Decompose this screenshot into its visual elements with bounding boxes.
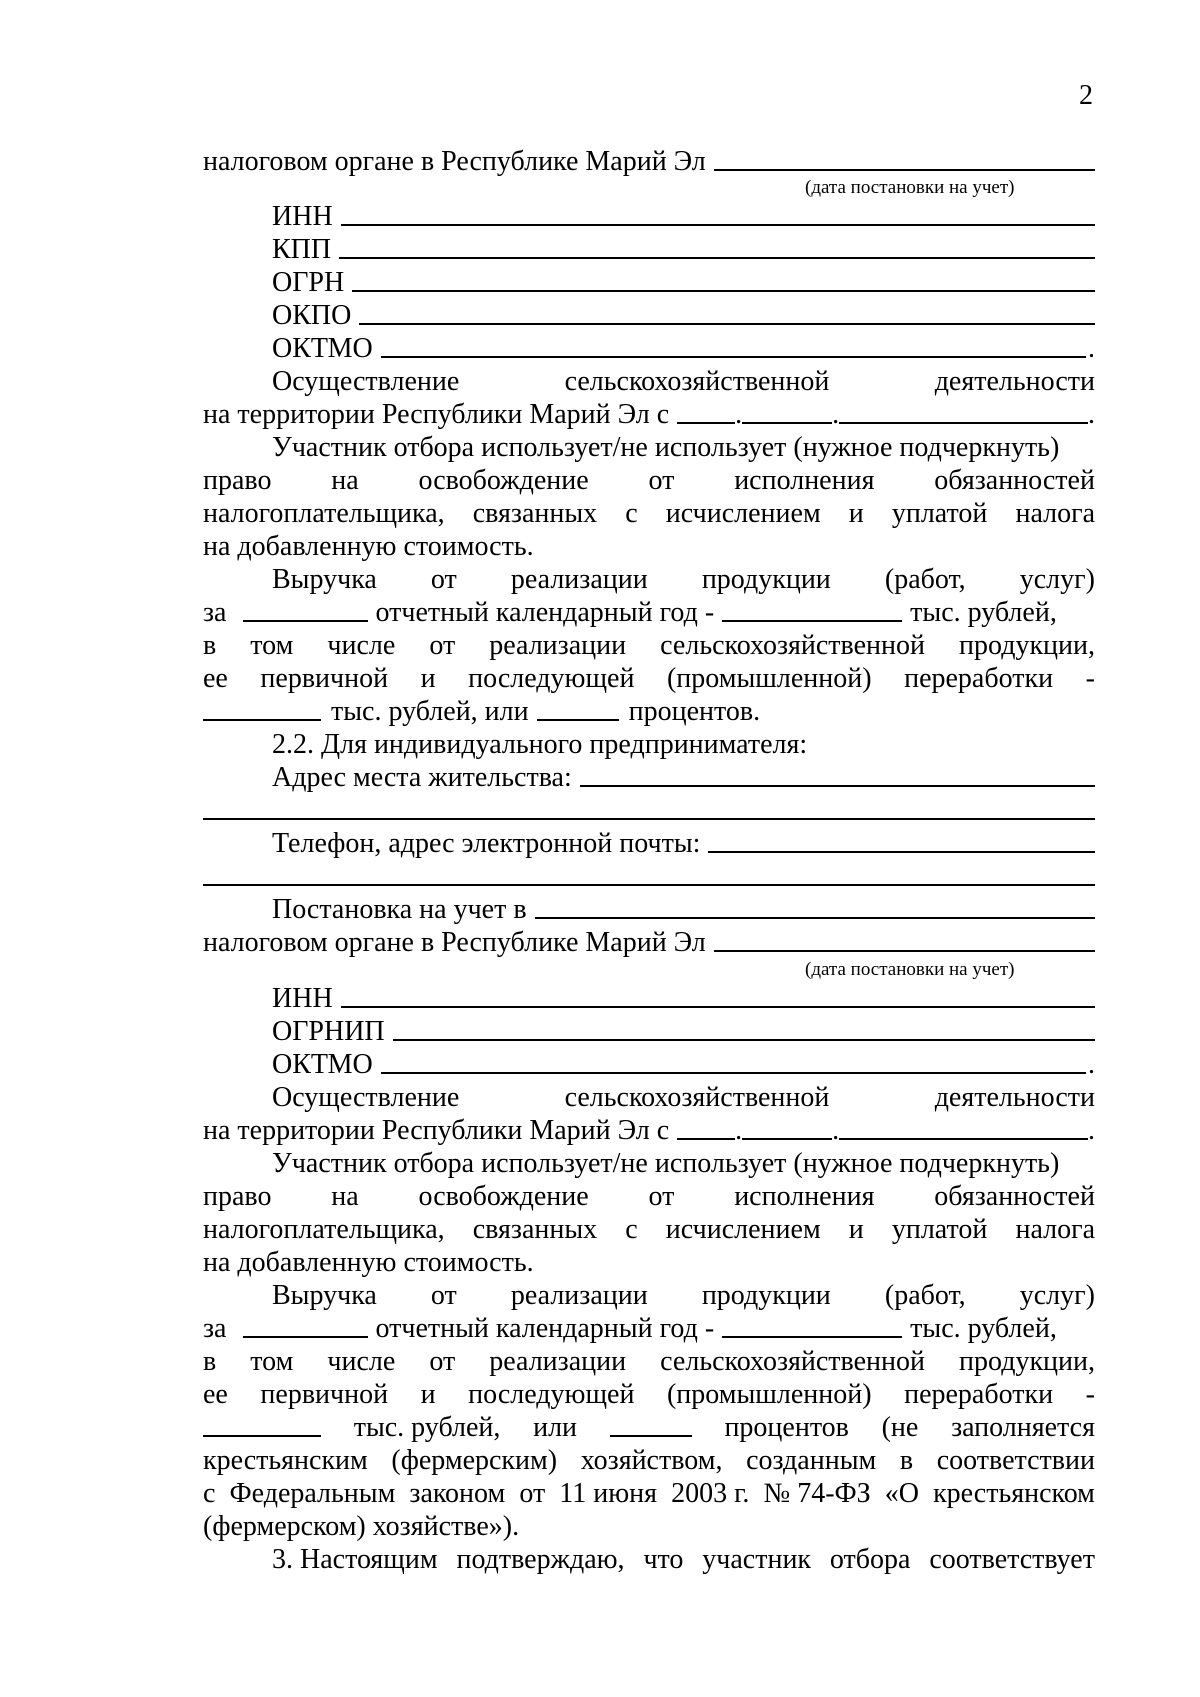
word: хозяйством,	[580, 1445, 723, 1476]
oktmo-line: ОКТМО .	[272, 333, 1095, 364]
word: от	[648, 465, 675, 496]
word: и	[848, 1214, 864, 1245]
word: крестьянским	[203, 1445, 368, 1476]
word: в	[203, 1346, 217, 1377]
word: продукции	[701, 1280, 831, 1311]
registration-field[interactable]	[535, 893, 1095, 919]
word: услуг)	[1019, 1280, 1095, 1311]
word: 2003 г.	[671, 1478, 750, 1509]
phone-email-field-continued[interactable]	[203, 884, 1095, 886]
word: от	[429, 630, 456, 661]
ogrn-label: ОГРН	[272, 267, 345, 298]
ip-ogrnip-line: ОГРНИП	[272, 1015, 1095, 1048]
word: переработки	[904, 663, 1054, 694]
vat-line-1: Участник отбора использует/не использует (нужное подчеркнуть)	[272, 432, 1060, 463]
word: продукции,	[959, 630, 1095, 661]
word: сельскохозяйственной	[660, 1346, 925, 1377]
word: Федеральным	[229, 1478, 396, 1509]
word: исполнения	[734, 465, 875, 496]
ip-report-year-field[interactable]	[243, 1312, 368, 1338]
word: реализации	[489, 1346, 627, 1377]
word: крестьянском	[933, 1478, 1095, 1509]
word: право	[203, 465, 272, 496]
ip-revenue-line-3	[203, 1345, 1095, 1378]
kpp-label: КПП	[272, 234, 332, 265]
word: участник	[702, 1544, 812, 1575]
oktmo-field[interactable]	[381, 332, 1086, 358]
ip-revenue-line-1	[272, 1279, 1095, 1312]
word: сельскохозяйственной	[660, 630, 925, 661]
word: числе	[327, 630, 396, 661]
word: последующей	[468, 1379, 635, 1410]
word: налога	[1015, 1214, 1095, 1245]
ip-revenue-line-6	[203, 1444, 1095, 1477]
report-year-field[interactable]	[243, 596, 368, 622]
word: (фермерским)	[391, 1445, 558, 1476]
ogrn-field[interactable]	[352, 266, 1095, 292]
ip-agri-revenue-field[interactable]	[203, 1411, 321, 1437]
registration-line: Постановка на учет в	[272, 893, 1095, 926]
word: том	[250, 1346, 294, 1377]
activity-line: Осуществление сельскохозяйственной деятельности	[272, 366, 1095, 397]
phone-email-field[interactable]	[708, 827, 1095, 853]
vat-line-2	[203, 464, 1095, 497]
word: реализации	[510, 564, 648, 595]
phone-line: Телефон, адрес электронной почты:	[272, 827, 1095, 860]
ip-revenue-line-7	[203, 1477, 1095, 1510]
word: что	[643, 1544, 684, 1575]
date-caption: (дата постановки на учет)	[805, 177, 1015, 198]
word: налога	[1015, 498, 1095, 529]
ip-vat-line-3	[203, 1213, 1095, 1246]
word: последующей	[468, 663, 635, 694]
tax-registration-date-field[interactable]	[714, 145, 1095, 171]
ip-territory-line: на территории Республики Марий Эл с . . .	[203, 1115, 1095, 1146]
word: Выручка	[272, 1280, 377, 1311]
ip-oktmo-line: ОКТМО .	[272, 1049, 1095, 1080]
vat-line-3	[203, 497, 1095, 530]
word: реализации	[489, 630, 627, 661]
oktmo-label: ОКТМО	[272, 333, 373, 364]
word: налогоплательщика,	[203, 1214, 445, 1245]
ip-vat-line-2	[203, 1180, 1095, 1213]
ip-ogrnip-field[interactable]	[393, 1015, 1095, 1041]
word: (промышленной)	[666, 663, 872, 694]
word: уплатой	[891, 1214, 988, 1245]
revenue-line-4	[203, 662, 1095, 695]
ip-inn-line: ИНН	[272, 982, 1095, 1015]
word: от	[519, 1478, 546, 1509]
address-line: Адрес места жительства:	[272, 761, 1095, 794]
word: продукции,	[959, 1346, 1095, 1377]
ip-revenue-line-8: (фермерском) хозяйстве»).	[203, 1511, 520, 1542]
word: 11 июня	[559, 1478, 657, 1509]
okpo-label: ОКПО	[272, 300, 352, 331]
ip-oktmo-field[interactable]	[381, 1048, 1086, 1074]
revenue-total-field[interactable]	[722, 596, 902, 622]
revenue-line-2: за отчетный календарный год - тыс. рублей,	[203, 597, 1057, 628]
word: от	[430, 564, 457, 595]
word: № 74-ФЗ	[763, 1478, 871, 1509]
word: с	[625, 498, 638, 529]
word: уплатой	[891, 498, 988, 529]
word: от	[430, 1280, 457, 1311]
word: обязанностей	[934, 1181, 1095, 1212]
word: исчислением	[665, 498, 821, 529]
word: том	[250, 630, 294, 661]
revenue-line-3	[203, 629, 1095, 662]
word: подтверждаю,	[456, 1544, 625, 1575]
ip-date-caption: (дата постановки на учет)	[805, 959, 1015, 980]
ip-revenue-line-2: за отчетный календарный год - тыс. рублей,	[203, 1313, 1057, 1344]
word: в	[899, 1445, 914, 1476]
territory-line: на территории Республики Марий Эл с . . .	[203, 399, 1095, 430]
kpp-line	[272, 233, 1095, 266]
word: законом	[409, 1478, 506, 1509]
ip-tax-registration-line: налоговом органе в Республике Марий Эл	[203, 926, 1095, 959]
ip-heading: 2.2. Для индивидуального предпринимателя:	[272, 729, 808, 760]
okpo-field[interactable]	[359, 299, 1095, 325]
word: 3. Настоящим	[272, 1544, 438, 1575]
word: с	[203, 1478, 216, 1509]
word: соответствии	[936, 1445, 1095, 1476]
word: исполнения	[734, 1181, 875, 1212]
ip-vat-line-1: Участник отбора использует/не использует (нужное подчеркнуть)	[272, 1148, 1060, 1179]
word: освобождение	[418, 1181, 589, 1212]
agri-percent-field[interactable]	[537, 695, 619, 721]
word: (работ,	[884, 1280, 966, 1311]
ip-vat-line-4: на добавленную стоимость.	[203, 1247, 534, 1278]
word: на	[331, 1181, 359, 1212]
ip-start-month-field[interactable]	[742, 1114, 832, 1140]
word: созданным	[746, 1445, 877, 1476]
ip-revenue-line-5: тыс. рублей, или процентов (не заполняется	[203, 1411, 1095, 1444]
word: и	[420, 1379, 436, 1410]
word: «О	[884, 1478, 919, 1509]
word: и	[848, 498, 864, 529]
word: в	[203, 630, 217, 661]
word: ее	[203, 1379, 228, 1410]
ip-revenue-line-4	[203, 1378, 1095, 1411]
word: на	[331, 465, 359, 496]
address-field[interactable]	[580, 761, 1095, 787]
word: переработки	[904, 1379, 1054, 1410]
word: (работ,	[884, 564, 966, 595]
revenue-line-1	[272, 563, 1095, 596]
word: первичной	[260, 663, 389, 694]
word: с	[625, 1214, 638, 1245]
word: отбора	[829, 1544, 911, 1575]
word: налогоплательщика,	[203, 498, 445, 529]
word: от	[429, 1346, 456, 1377]
word: обязанностей	[934, 465, 1095, 496]
word: соответствует	[929, 1544, 1095, 1575]
ip-start-year-field[interactable]	[839, 1114, 1088, 1140]
page-number: 2	[1079, 80, 1093, 111]
word: первичной	[260, 1379, 389, 1410]
tax-registration-label: налоговом органе в Республике Марий Эл	[203, 146, 706, 177]
inn-line	[272, 200, 1095, 233]
okpo-line	[272, 299, 1095, 332]
word: связанных	[472, 1214, 598, 1245]
word: -	[1085, 663, 1095, 694]
ogrn-line	[272, 266, 1095, 299]
word: право	[203, 1181, 272, 1212]
address-field-continued[interactable]	[203, 818, 1095, 820]
ip-inn-field[interactable]	[341, 982, 1095, 1008]
kpp-field[interactable]	[339, 233, 1095, 259]
word: (промышленной)	[666, 1379, 872, 1410]
word: исчислением	[665, 1214, 821, 1245]
word: от	[648, 1181, 675, 1212]
word: ее	[203, 663, 228, 694]
word: услуг)	[1019, 564, 1095, 595]
inn-label: ИНН	[272, 201, 333, 232]
agri-revenue-field[interactable]	[203, 695, 321, 721]
inn-field[interactable]	[341, 200, 1095, 226]
section-3-line	[272, 1543, 1095, 1576]
vat-line-4: на добавленную стоимость.	[203, 531, 534, 562]
word: реализации	[510, 1280, 648, 1311]
word: -	[1085, 1379, 1095, 1410]
word: связанных	[472, 498, 598, 529]
start-year-field[interactable]	[839, 398, 1088, 424]
word: продукции	[701, 564, 831, 595]
ip-tax-registration-date-field[interactable]	[714, 926, 1095, 952]
tax-registration-line	[203, 145, 1095, 178]
ip-revenue-total-field[interactable]	[722, 1312, 902, 1338]
word: освобождение	[418, 465, 589, 496]
word: Выручка	[272, 564, 377, 595]
revenue-line-5: тыс. рублей, или процентов.	[203, 695, 1095, 728]
start-month-field[interactable]	[742, 398, 832, 424]
ip-start-day-field[interactable]	[677, 1114, 735, 1140]
start-day-field[interactable]	[677, 398, 735, 424]
ip-activity-line: Осуществление сельскохозяйственной деятельности	[272, 1082, 1095, 1113]
ip-agri-percent-field[interactable]	[610, 1411, 692, 1437]
word: числе	[327, 1346, 396, 1377]
word: и	[420, 663, 436, 694]
